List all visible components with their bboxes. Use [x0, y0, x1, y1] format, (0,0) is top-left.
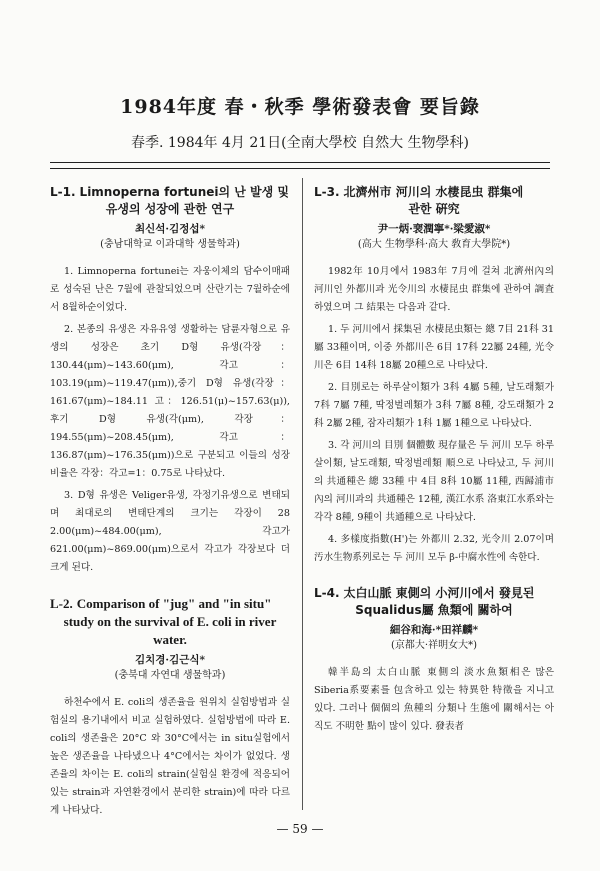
article-number: L-2.	[50, 596, 73, 611]
article-title-line2: 유생의 성장에 관한 연구	[105, 202, 235, 216]
article-authors: 최신석·김정섭*	[134, 223, 205, 235]
page-subtitle: 春季. 1984年 4月 21日(全南大學校 自然大 生物學科)	[131, 135, 469, 151]
paragraph: 3. 각 河川의 目別 個體數 現存量은 두 河川 모두 하루살이類, 날도래類, 딱정벌레類 順으로 나타났고, 두 河川의 共通種은 總 33種 中 4目 8科 10屬 11種, 西歸浦市內의 河川과의 共通種은 12種, 漢江水系 洛東江水系와는 각각 8種, 9種이 共通種으로 나타났다.	[314, 440, 554, 523]
paragraph: 1. 두 河川에서 採集된 水棲昆虫類는 總 7目 21科 31屬 33種이며, 이중 外都川은 6目 17科 22屬 24種, 光令川은 6目 14科 18屬 20種으로 나타났다.	[314, 324, 554, 371]
article-l3	[314, 184, 554, 567]
left-column	[50, 180, 290, 824]
article-title-line1: 太白山脈 東側의 小河川에서 發見된	[343, 586, 535, 600]
article-title-line1: 北濟州市 河川의 水棲昆虫 群集에	[343, 185, 524, 199]
article-affiliation: (충북대 자연대 생물학과)	[114, 670, 226, 681]
paragraph: 韓半島의 太白山脈 東側의 淡水魚類相은 많은 Siberia系要素를 包含하고 있는 特異한 特徵을 지니고 있다. 그러나 個個의 魚種의 分類나 生態에 關해서는 아직도 不明한 點이 많이 있다. 發表者	[314, 667, 554, 732]
article-authors: 김치경·김근식*	[134, 654, 205, 666]
article-l1	[50, 184, 290, 577]
paragraph: 2. 본종의 유생은 자유유영 생활하는 담륜자형으로 유생의 성장은 초기 D형 유생(각장：130.44(μm)~143.60(μm), 각고：103.19(μm)~119.47(μm)),중기 D형 유생(각장：161.67(μm)~184.11 고：126.51(μ)~157.63(μ)), 후기 D형 유생(각(μm), 각장：194.55(μm)~208.45(μm), 각고：136.87(μm)~176.35(μm))으로 구분되고 이들의 성장비율은 각장：각고=1：0.75로 나타났다.	[50, 324, 290, 479]
paragraph: 2. 目別로는 하루살이類가 3科 4屬 5種, 날도래類가 7科 7屬 7種, 딱정벌레類가 3科 7屬 8種, 강도래類가 2科 2屬 2種, 잠자리類가 1科 1屬 1種으로 나타났다.	[314, 382, 554, 429]
article-affiliation: (京都大·祥明女大*)	[391, 640, 477, 651]
column-divider	[302, 178, 303, 810]
article-authors: 細谷和海·*田祥麟*	[389, 624, 479, 636]
article-number: L-3.	[314, 185, 340, 199]
article-title-line2: Squalidus屬 魚類에 關하여	[355, 603, 513, 617]
article-title-line1: Limnoperna fortunei의 난 발생 및	[79, 185, 290, 199]
header-rule-top	[50, 162, 550, 163]
paragraph: 1. Limnoperna fortunei는 자웅이체의 담수이매패로 성숙된 난은 7월에 관찰되었으며 산란기는 7월하순에서 8월하순이었다.	[50, 266, 290, 313]
article-affiliation: (高大 生物學科·高大 敎育大學院*)	[357, 239, 511, 250]
article-number: L-4.	[314, 586, 340, 600]
article-title	[50, 184, 290, 218]
page-number: — 59 —	[276, 822, 324, 836]
article-title	[314, 585, 554, 619]
article-affiliation: (충남대학교 이과대학 생물학과)	[100, 239, 240, 250]
article-l4	[314, 585, 554, 736]
paragraph: 1982年 10月에서 1983年 7月에 걸쳐 北濟州內의 河川인 外都川과 光令川의 水棲昆虫 群集에 관하여 調査하였으며 그 結果는 다음과 같다.	[314, 266, 554, 313]
paragraph: 3. D형 유생은 Veliger유생, 각정기유생으로 변태되며 최대로의 변태단계의 크기는 각장이 28 2.00(μm)~484.00(μm), 각고가 621.00(μm)~869.00(μm)으로서 각고가 각장보다 더 크게 된다.	[50, 490, 290, 573]
page-title: 1984年度 春・秋季 學術發表會 要旨錄	[120, 96, 480, 118]
paragraph: 4. 多樣度指數(H')는 外都川 2.32, 光令川 2.07이며 汚水生物系列로는 두 河川 모두 β-中腐水性에 속한다.	[314, 534, 554, 563]
paragraph: 하천수에서 E. coli의 생존율을 원위치 실험방법과 실험실의 용기내에서 비교 실험하였다. 실험방법에 따라 E. coli의 생존율은 20°C 와 30°C에서는 in situ실험에서 높은 생존율을 나타냈으나 4°C에서는 차이가 없었다. 생존율의 차이는 E. coli의 strain(실험실 환경에 적응되어 있는 strain과 자연환경에서 분리한 strain)에 따라 다르게 나타났다.	[50, 697, 290, 816]
right-column	[314, 180, 554, 740]
article-l2	[50, 595, 290, 820]
article-title-line1: Comparison of "jug" and "in situ"	[76, 596, 272, 611]
article-title	[50, 595, 290, 649]
article-number: L-1.	[50, 185, 76, 199]
article-authors: 尹一炳·裵潤寧*·梁愛淑*	[377, 223, 491, 235]
article-title	[314, 184, 554, 218]
article-title-line2: 관한 硏究	[408, 202, 460, 216]
article-title-line2: study on the survival of E. coli in river water.	[63, 614, 277, 647]
header-rule-bottom	[50, 168, 550, 169]
